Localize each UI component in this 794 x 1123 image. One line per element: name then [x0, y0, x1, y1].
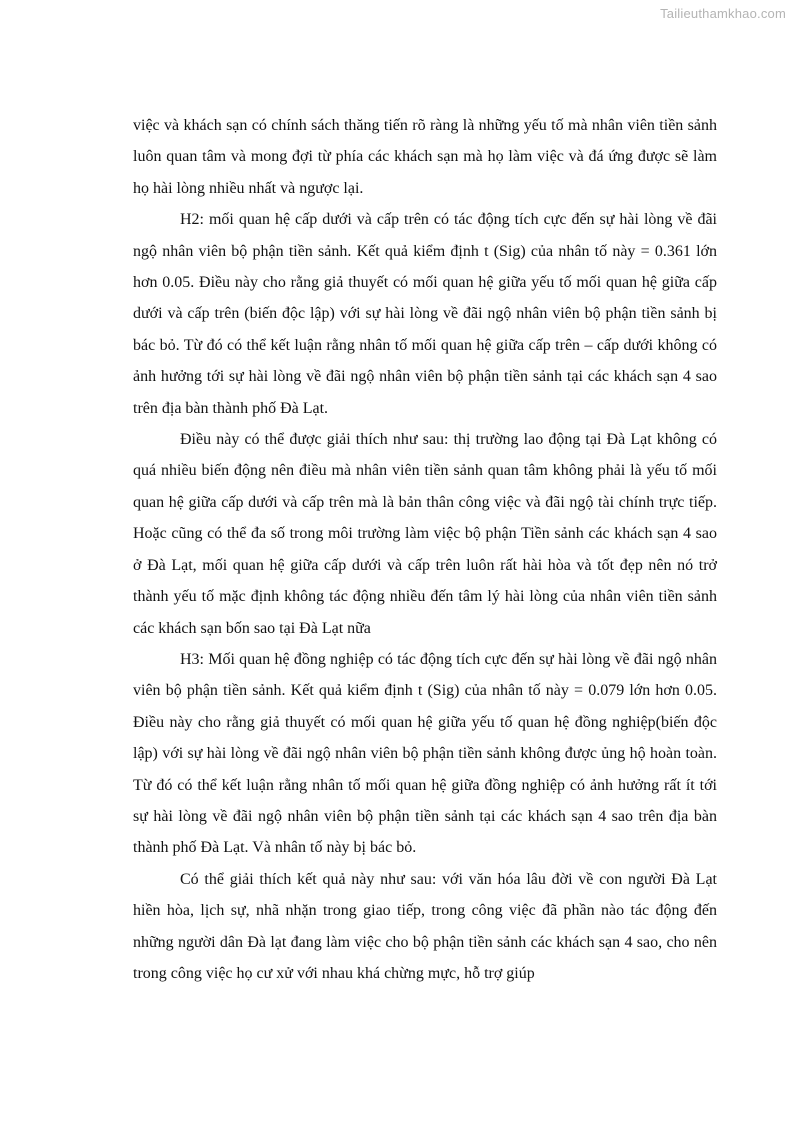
- paragraph-h2: H2: mối quan hệ cấp dưới và cấp trên có tác động tích cực đến sự hài lòng về đãi ngộ nhân viên bộ phận tiền sảnh. Kết quả kiểm định t (Sig) của nhân tố này = 0.361 lớn hơn 0.05. Điều này cho rằng giả thuyết có mối quan hệ giữa yếu tố mối quan hệ giữa cấp dưới và cấp trên (biến độc lập) với sự hài lòng về đãi ngộ nhân viên bộ phận tiền sảnh bị bác bỏ. Từ đó có thể kết luận rằng nhân tố mối quan hệ giữa cấp trên – cấp dưới không có ảnh hưởng tới sự hài lòng về đãi ngộ nhân viên bộ phận tiền sảnh tại các khách sạn 4 sao trên địa bàn thành phố Đà Lạt.: [133, 211, 717, 417]
- paragraph-continuation: việc và khách sạn có chính sách thăng tiến rõ ràng là những yếu tố mà nhân viên tiền sảnh luôn quan tâm và mong đợi từ phía các khách sạn mà họ làm việc và đá ứng được sẽ làm họ hài lòng nhiều nhất và ngược lại.: [133, 117, 717, 197]
- paragraph-h3: H3: Mối quan hệ đồng nghiệp có tác động tích cực đến sự hài lòng về đãi ngộ nhân viên bộ phận tiền sảnh. Kết quả kiểm định t (Sig) của nhân tố này = 0.079 lớn hơn 0.05. Điều này cho rằng giả thuyết có mối quan hệ giữa yếu tố quan hệ đồng nghiệp(biến độc lập) với sự hài lòng về đãi ngộ nhân viên bộ phận tiền sảnh không được ủng hộ hoàn toàn. Từ đó có thể kết luận rằng nhân tố mối quan hệ giữa đồng nghiệp có ảnh hưởng rất ít tới sự hài lòng về đãi ngộ nhân viên bộ phận tiền sảnh tại các khách sạn 4 sao trên địa bàn thành phố Đà Lạt. Và nhân tố này bị bác bỏ.: [133, 650, 717, 857]
- watermark-text: Tailieuthamkhao.com: [660, 6, 786, 21]
- paragraph-h3-explanation: Có thể giải thích kết quả này như sau: với văn hóa lâu đời về con người Đà Lạt hiền hòa, lịch sự, nhã nhặn trong giao tiếp, trong công việc đã phần nào tác động đến những người dân Đà lạt đang làm việc cho bộ phận tiền sảnh các khách sạn 4 sao, cho nên trong công việc họ cư xử với nhau khá chừng mực, hỗ trợ giúp: [133, 870, 717, 982]
- paragraph-h2-explanation: Điều này có thể được giải thích như sau: thị trường lao động tại Đà Lạt không có quá nhiều biến động nên điều mà nhân viên tiền sảnh quan tâm không phải là yếu tố mối quan hệ giữa cấp dưới và cấp trên mà là bản thân công việc và đãi ngộ tài chính trực tiếp. Hoặc cũng có thể đa số trong môi trường làm việc bộ phận Tiền sảnh các khách sạn 4 sao ở Đà Lạt, mối quan hệ giữa cấp dưới và cấp trên luôn rất hài hòa và tốt đẹp nên nó trở thành yếu tố mặc định không tác động nhiều đến tâm lý hài lòng của nhân viên tiền sảnh các khách sạn bốn sao tại Đà Lạt nữa: [133, 431, 717, 637]
- document-body: [133, 110, 717, 989]
